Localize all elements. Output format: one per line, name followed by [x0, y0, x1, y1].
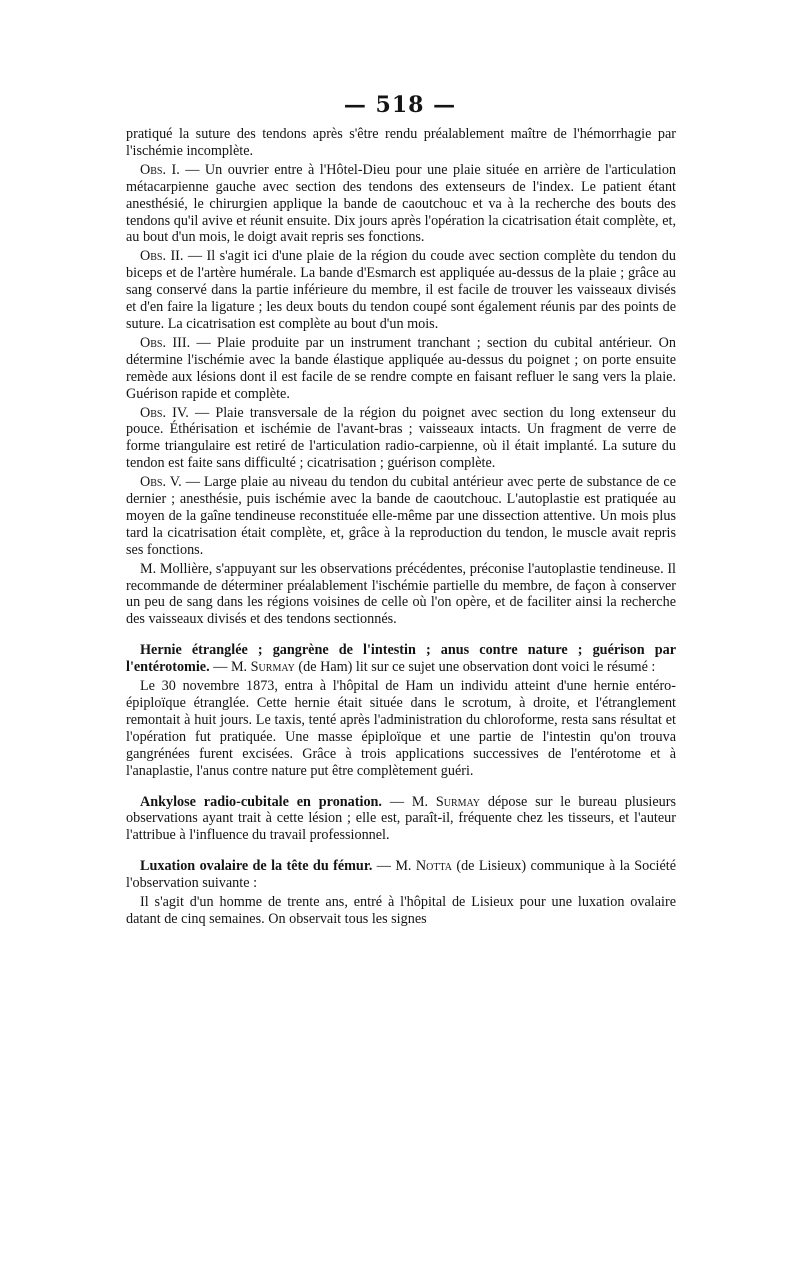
body-text — [126, 126, 676, 928]
paragraph-intro: pratiqué la suture des tendons après s'être rendu préalablement maître de l'hémorrhagie par l'ischémie incomplète. — [126, 126, 676, 159]
author-name: Notta — [415, 858, 452, 875]
observation-5 — [126, 474, 676, 559]
section-title: Luxation ovalaire de la tête du fémur. — [140, 858, 373, 875]
observation-text: — Plaie produite par un instrument tranchant ; section du cubital antérieur. On détermine l'ischémie avec la bande élastique appliquée au-dessus du poignet ; on porte ensuite remède aux lésions dont il est facile de se rendre compte en faisant refluer le sang vers la plaie. Guérison rapide et complète. — [126, 334, 676, 402]
observation-3 — [126, 335, 676, 403]
observation-1 — [126, 162, 676, 247]
author-name: Surmay — [435, 793, 481, 810]
observation-text: — Il s'agit ici d'une plaie de la région du coude avec section complète du tendon du biceps et de l'artère humérale. La bande d'Esmarch est appliquée au-dessus de la plaie ; grâce au sang conservé dans la partie inférieure du membre, il est facile de trouver les vaisseaux divisés et d'en faire la ligature ; les deux bouts du tendon coupé sont également réunis par des points de suture. La cicatrisation est complète au bout d'un mois. — [126, 248, 676, 332]
observation-text: — Un ouvrier entre à l'Hôtel-Dieu pour une plaie située en arrière de l'articulation métacarpienne gauche avec section des tendons des extenseurs de l'index. Le patient étant anesthésié, le chirurgien applique la bande de caoutchouc et va à la recherche des bouts des tendons qu'il avive et réunit ensuite. Dix jours après l'opération la cicatrisation était complète, et, au bout d'un mois, le doigt avait repris ses fonctions. — [126, 161, 677, 246]
paragraph-hernie-case: Le 30 novembre 1873, entra à l'hôpital de Ham un individu atteint d'une hernie entéro-épiploïque étranglée. Cette hernie était située dans le scrotum, à droite, et l'étranglement remontait à huit jours. Le taxis, tenté après l'administration du chloroforme, resta sans résultat et l'opération fut pratiquée. Une masse épiploïque et une partie de l'intestin qu'on trouva gangrénées furent excisées. Grâce à trois applications successives de l'entérotome et à l'anaplastie, l'anus contre nature put être complètement guéri. — [126, 678, 676, 779]
section-ankylose: Ankylose radio-cubitale en pronation. — M. Surmay dépose sur le bureau plusieurs observations ayant trait à cette lésion ; elle est, paraît-il, fréquente chez les tisseurs, et l'auteur l'attribue à l'influence du travail professionnel. — [126, 793, 676, 844]
section-title: Hernie étranglée ; gangrène de l'intestin ; anus contre nature ; guérison par l'entérotomie. — [126, 642, 676, 676]
paragraph-molliere: M. Mollière, s'appuyant sur les observations précédentes, préconise l'autoplastie tendineuse. Il recommande de déterminer préalablement l'ischémie partielle du membre, de façon à conserver un peu de sang dans les régions voisines de celle où l'on opère, et de faciliter ainsi la recherche des vaisseaux divisés et des tendons sectionnés. — [126, 560, 676, 628]
section-luxation: Luxation ovalaire de la tête du fémur. — M. Notta (de Lisieux) communique à la Société l'observation suivante : — [126, 858, 676, 892]
section-title: Ankylose radio-cubitale en pronation. — [140, 793, 382, 810]
observation-label: Obs. IV. — [140, 404, 189, 421]
observation-text: — Plaie transversale de la région du poignet avec section du long extenseur du pouce. Éthérisation et ischémie de l'avant-bras ; vaisseaux intacts. Un fragment de verre de forme triangulaire est retiré de l'articulation radio-carpienne, où il était implanté. La suture du tendon est faite sans difficulté ; cicatrisation ; guérison complète. — [126, 404, 676, 472]
paragraph-luxation-case: Il s'agit d'un homme de trente ans, entré à l'hôpital de Lisieux pour une luxation ovalaire datant de cinq semaines. On observait tous les signes — [126, 894, 676, 927]
page-number: — 518 — — [343, 92, 457, 118]
observation-label: Obs. II. — [140, 248, 184, 265]
observation-4 — [126, 405, 676, 473]
author-name: Surmay — [250, 659, 295, 676]
observation-text: — Large plaie au niveau du tendon du cubital antérieur avec perte de substance de ce dernier ; anesthésie, puis ischémie avec la bande de caoutchouc. L'autoplastie est pratiquée au moyen de la gaîne tendineuse reconstituée elle-même par une dissection attentive. Un mois plus tard la cicatrisation était complète, et, grâce à la reproduction du tendon, le muscle avait repris ses fonctions. — [126, 474, 677, 558]
section-hernie: Hernie étranglée ; gangrène de l'intestin ; anus contre nature ; guérison par l'entérotomie. — M. Surmay (de Ham) lit sur ce sujet une observation dont voici le résumé : — [126, 642, 676, 676]
observation-label: Obs. V. — [140, 474, 182, 491]
observation-label: Obs. III. — [140, 334, 191, 351]
observation-2 — [126, 248, 676, 333]
observation-label: Obs. I. — [140, 161, 180, 178]
